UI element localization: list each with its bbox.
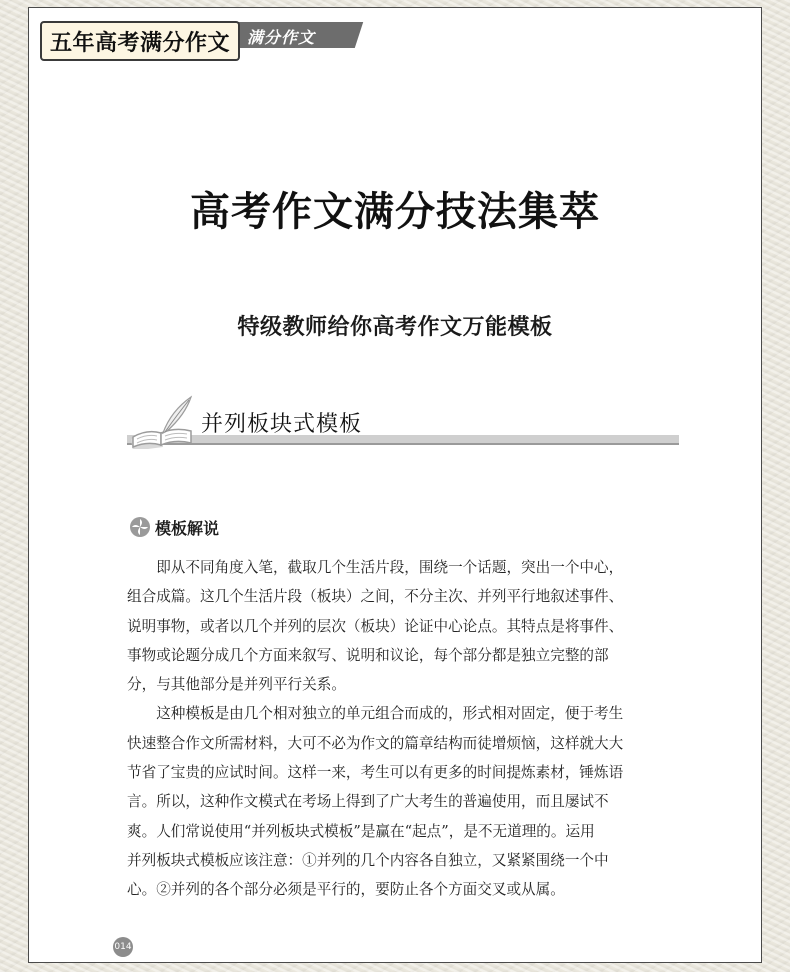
section-heading (127, 393, 679, 459)
series-badge: 五年高考满分作文 (40, 21, 240, 61)
text-line: 事物或论题分成几个方面来叙写、说明和议论，每个部分都是独立完整的部 (127, 646, 609, 664)
text-line: 这种模板是由几个相对独立的单元组合而成的，形式相对固定，便于考生 (127, 705, 624, 723)
document-subtitle: 特级教师给你高考作文万能模板 (237, 315, 553, 340)
subsection-label (129, 514, 219, 540)
paragraph-2 (127, 699, 687, 904)
text-line: 节省了宝贵的应试时间。这样一来，考生可以有更多的时间提炼素材，锤炼语 (127, 764, 624, 782)
text-line: 快速整合作文所需材料，大可不必为作文的篇章结构而徒增烦恼，这样就大大 (127, 734, 624, 752)
section-title: 并列板块式模板 (201, 412, 363, 437)
body-text (127, 553, 687, 905)
document-title: 高考作文满分技法集萃 (190, 188, 600, 235)
subsection-label-text: 模板解说 (155, 518, 220, 538)
text-line: 爽。人们常说使用“并列板块式模板”是赢在“起点”，是不无道理的。运用 (127, 822, 595, 840)
text-line: 说明事物，或者以几个并列的层次（板块）论证中心论点。其特点是将事件、 (127, 617, 624, 635)
text-line: 言。所以，这种作文模式在考场上得到了广大考生的普遍使用，而且屡试不 (127, 793, 609, 811)
page-number: 014 (113, 937, 133, 957)
series-banner-text: 满分作文 (247, 28, 316, 47)
text-line: 并列板块式模板应该注意：①并列的几个内容各自独立，又紧紧围绕一个中 (127, 851, 609, 869)
open-book-quill-icon (127, 393, 199, 449)
text-line: 组合成篇。这几个生活片段（板块）之间，不分主次、并列平行地叙述事件、 (127, 588, 624, 606)
paragraph-1 (127, 553, 687, 699)
text-line: 心。②并列的各个部分必须是平行的，要防止各个方面交叉或从属。 (127, 881, 565, 899)
text-line: 即从不同角度入笔，截取几个生活片段，围绕一个话题，突出一个中心， (127, 559, 624, 576)
document-page (28, 7, 762, 963)
text-line: 分，与其他部分是并列平行关系。 (127, 676, 346, 694)
pinwheel-bullet-icon (129, 516, 151, 538)
section-rule-shadow (127, 443, 679, 445)
